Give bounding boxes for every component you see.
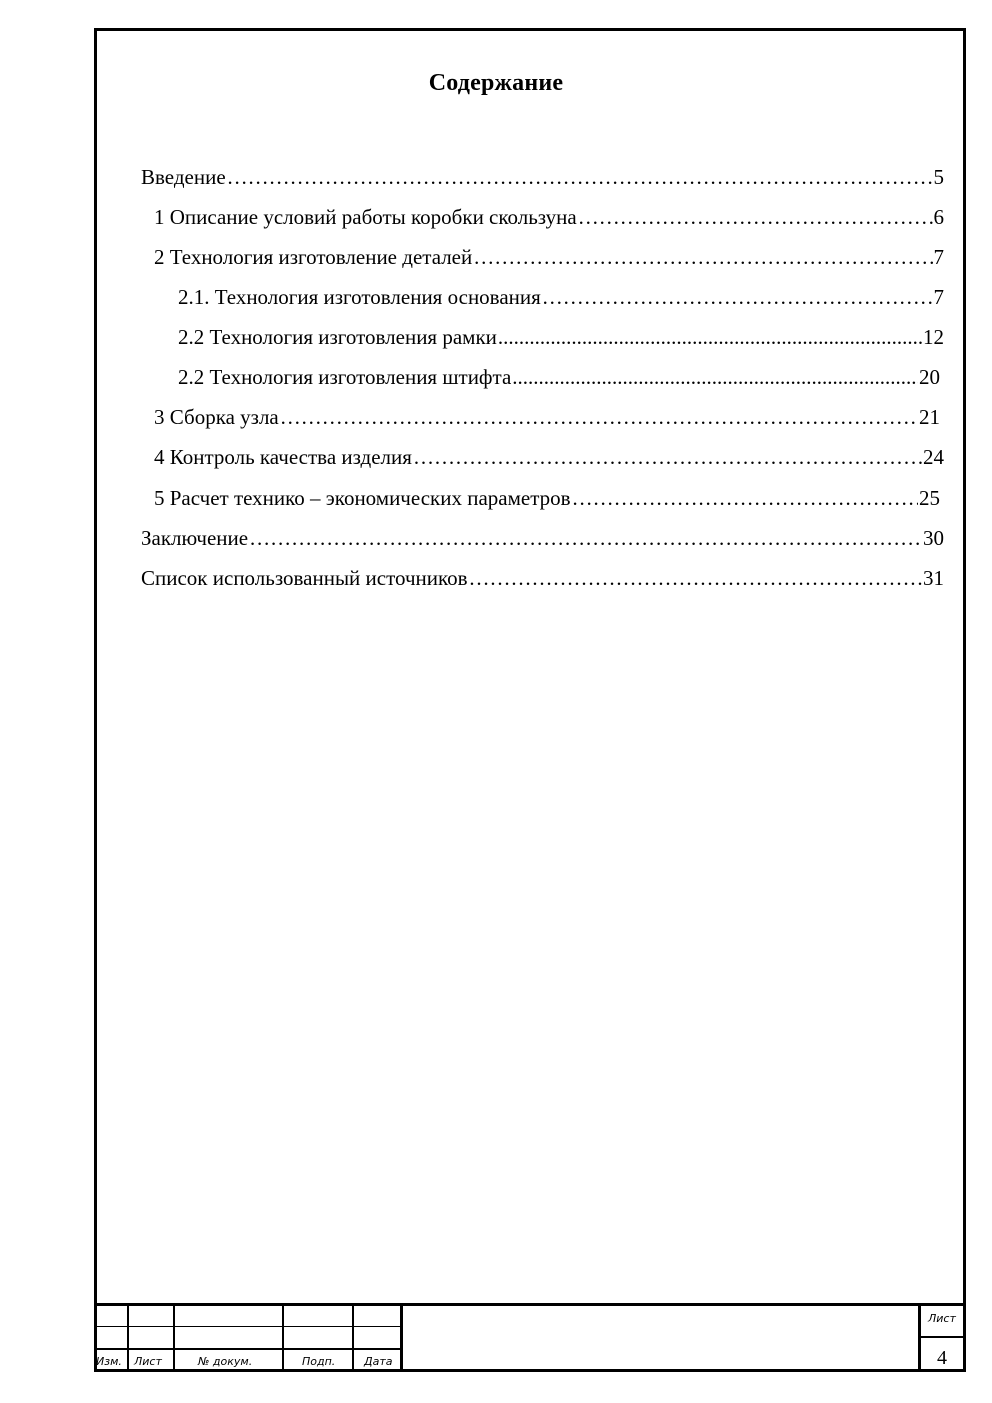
page-title: Содержание xyxy=(428,70,564,96)
toc-entry-section-5[interactable] xyxy=(154,484,940,512)
toc-entry-label: 2.2 Технология изготовления рамки xyxy=(178,325,497,349)
toc-entry-introduction[interactable] xyxy=(141,163,944,191)
toc-leader xyxy=(572,484,918,512)
stamp-label-date: Дата xyxy=(364,1355,393,1368)
toc-leader xyxy=(542,283,933,311)
toc-entry-section-1[interactable] xyxy=(154,203,944,231)
toc-entry-page: 5 xyxy=(933,165,944,189)
toc-entry-label: 2.2 Технология изготовления штифта xyxy=(178,365,512,389)
toc-entry-section-2-1[interactable] xyxy=(178,283,944,311)
stamp-label-signature: Подп. xyxy=(302,1355,336,1368)
stamp-row-line xyxy=(94,1348,402,1350)
toc-entry-page: 21 xyxy=(919,405,940,429)
toc-leader xyxy=(280,403,918,431)
toc-leader xyxy=(413,443,922,471)
toc-entry-references[interactable] xyxy=(141,564,944,592)
stamp-label-document-number: № докум. xyxy=(198,1355,253,1368)
toc-entry-page: 6 xyxy=(933,205,944,229)
toc-leader xyxy=(473,243,932,271)
toc-entry-section-2-2-frame[interactable] xyxy=(178,323,944,351)
stamp-col-line xyxy=(282,1303,284,1372)
toc-entry-conclusion[interactable] xyxy=(141,524,944,552)
toc-entry-label: 2 Технология изготовление деталей xyxy=(154,245,473,269)
stamp-col-line xyxy=(352,1303,354,1372)
toc-entry-label: 2.1. Технология изготовления основания xyxy=(178,285,541,309)
toc-entry-label: 4 Контроль качества изделия xyxy=(154,445,412,469)
toc-entry-label: Заключение xyxy=(141,526,249,550)
toc-entry-page: 24 xyxy=(923,445,944,469)
toc-entry-label: Введение xyxy=(141,165,226,189)
stamp-row-line xyxy=(918,1336,966,1338)
toc-entry-section-2-2-pin[interactable] xyxy=(178,363,940,391)
toc-entry-page: 7 xyxy=(933,285,944,309)
toc-entry-section-4[interactable] xyxy=(154,443,944,471)
toc-entry-page: 31 xyxy=(923,566,944,590)
stamp-row-line xyxy=(94,1326,402,1327)
toc-entry-label: 1 Описание условий работы коробки скользуна xyxy=(154,205,577,229)
toc-entry-page: 30 xyxy=(923,526,944,550)
toc-entry-page: 12 xyxy=(923,325,944,349)
toc-leader xyxy=(578,203,933,231)
sheet-label: Лист xyxy=(928,1312,956,1325)
toc-leader xyxy=(227,163,933,191)
sheet-number: 4 xyxy=(937,1347,947,1369)
stamp-col-line xyxy=(400,1303,403,1372)
stamp-label-sheet: Лист xyxy=(134,1355,162,1368)
title-block xyxy=(94,1303,966,1372)
toc-entry-label: 5 Расчет технико – экономических параметров xyxy=(154,486,571,510)
toc-leader xyxy=(249,524,922,552)
toc-leader xyxy=(512,363,918,391)
toc-entry-label: Список использованный источников xyxy=(141,566,468,590)
toc-entry-page: 7 xyxy=(933,245,944,269)
toc-entry-page: 20 xyxy=(919,365,940,389)
stamp-label-change: Изм. xyxy=(96,1355,122,1368)
stamp-top-border xyxy=(94,1303,966,1306)
toc-entry-page: 25 xyxy=(919,486,940,510)
toc-leader xyxy=(469,564,922,592)
toc-leader xyxy=(498,323,922,351)
toc-entry-section-2[interactable] xyxy=(154,243,944,271)
toc-entry-label: 3 Сборка узла xyxy=(154,405,279,429)
stamp-col-line xyxy=(173,1303,175,1372)
toc-entry-section-3[interactable] xyxy=(154,403,940,431)
stamp-col-line xyxy=(127,1303,129,1372)
